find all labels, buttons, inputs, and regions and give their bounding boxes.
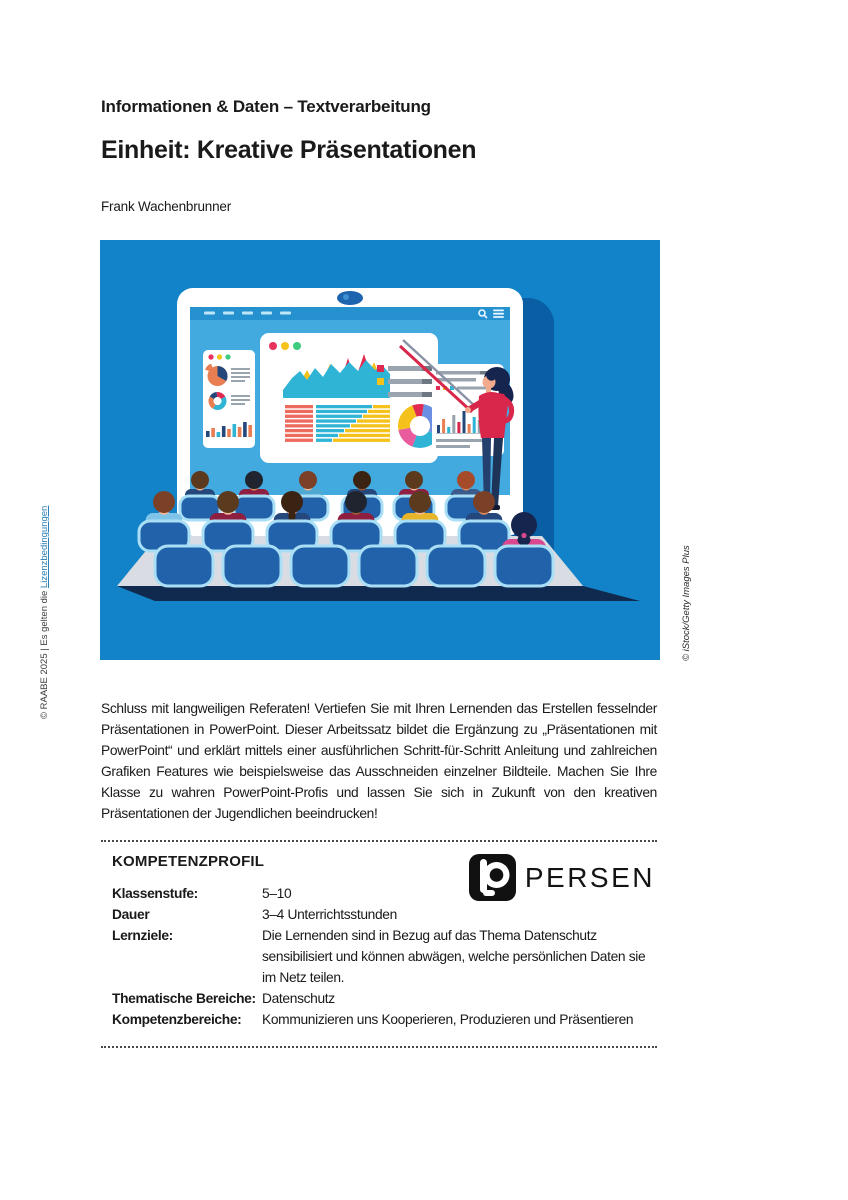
browser-toolbar <box>190 307 510 320</box>
competence-profile-rows <box>112 883 657 1030</box>
profile-row-dauer <box>112 904 657 925</box>
author-name: Frank Wachenbrunner <box>101 199 232 214</box>
persen-logo-icon <box>469 854 516 901</box>
slide-card-left <box>203 350 255 448</box>
image-credit: © iStock/Getty Images Plus <box>681 545 692 661</box>
slide-card-main <box>260 333 438 463</box>
row-value: 5–10 <box>262 886 292 901</box>
row-label: Klassenstufe: <box>112 886 198 901</box>
webcam-icon <box>337 291 363 305</box>
menu-icon <box>493 310 504 318</box>
page-title: Einheit: Kreative Präsentationen <box>101 136 477 164</box>
copyright-rail <box>39 506 50 719</box>
row-value: Datenschutz <box>262 991 335 1006</box>
profile-row-kompetenzbereiche <box>112 1009 657 1030</box>
profile-row-lernziele <box>112 925 657 988</box>
category-heading: Informationen & Daten – Textverarbeitung <box>101 97 431 116</box>
row-value: Die Lernenden sind in Bezug auf das Thema Datenschutz sensibilisiert und können abwägen, welche persönlichen Daten sie im Netz teilen. <box>262 928 646 985</box>
profile-row-thematische-bereiche <box>112 988 657 1009</box>
row-label: Kompetenzbereiche: <box>112 1012 242 1027</box>
row-value: Kommunizieren uns Kooperieren, Produzieren und Präsentieren <box>262 1012 634 1027</box>
row-label: Dauer <box>112 907 150 922</box>
license-link[interactable]: Lizenzbedingungen <box>39 505 50 589</box>
persen-brand <box>469 854 655 901</box>
cover-illustration <box>100 240 660 660</box>
copyright-text: © RAABE 2025 | Es gelten die <box>39 588 50 719</box>
row-label: Lernziele: <box>112 928 173 943</box>
row-value: 3–4 Unterrichtsstunden <box>262 907 397 922</box>
competence-profile-box <box>101 840 657 1048</box>
row-label: Thematische Bereiche: <box>112 991 256 1006</box>
competence-profile-heading: KOMPETENZPROFIL <box>112 853 265 870</box>
persen-wordmark: PERSEN <box>524 861 655 893</box>
intro-paragraph: Schluss mit langweiligen Referaten! Vertiefen Sie mit Ihren Lernenden das Erstellen fesselnder Präsentationen in PowerPoint. Dieser Arbeitssatz bildet die Ergänzung zu „Präsentationen mit PowerPoint“ und erklärt mittels einer ausführlichen Schritt-für-Schritt Anleitung und zahlreichen Grafiken Features wie beispielsweise das Ausschneiden einzelner Bildteile. Machen Sie Ihre Klasse zu wahren PowerPoint-Profis und lassen Sie sich in Zukunft von den kreativen Präsentationen der Jugendlichen beeindrucken! <box>101 700 657 821</box>
